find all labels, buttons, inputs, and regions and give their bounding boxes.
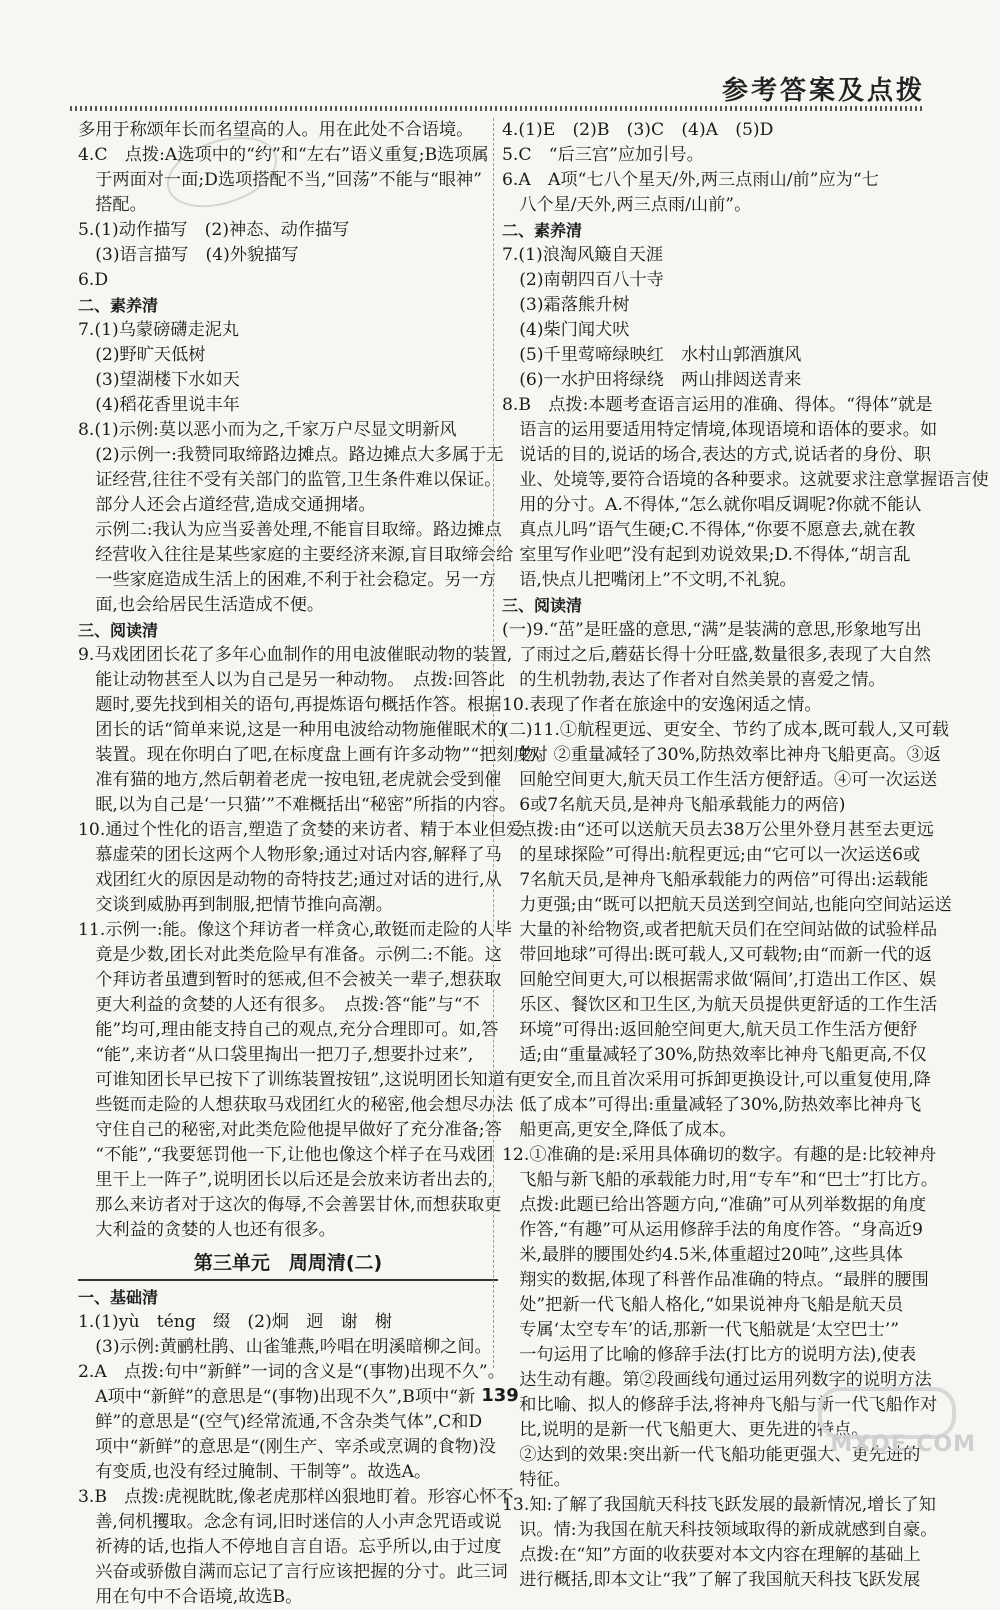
text-line: 9.马戏团团长花了多年心血制作的用电波催眠动物的装置, <box>78 645 513 665</box>
text-line: 大利益的贪婪的人也还有很多。 <box>78 1220 336 1240</box>
text-line: 3.B 点拨:虎视眈眈,像老虎那样凶狠地盯着。形容心怀不 <box>78 1487 514 1507</box>
text-line: 证经营,往往不受有关部门的监管,卫生条件难以保证。 <box>78 470 502 490</box>
text-line: 那么来访者对于这次的侮辱,不会善罢甘休,而想获取更 <box>78 1195 502 1215</box>
text-line: 眠,以为自己是‘一只猫’”不难概括出“秘密”所指的内容。 <box>78 795 517 815</box>
text-line: 能让动物甚至人以为自己是另一种动物。 点拨:回答此 <box>78 670 505 690</box>
header-rule <box>70 106 925 111</box>
text-line: 个拜访者虽遭到暂时的惩戒,但不会被关一辈子,想获取 <box>78 970 502 990</box>
text-line: 7.(1)乌蒙磅礴走泥丸 <box>78 320 240 340</box>
text-line: ②达到的效果:突出新一代飞船功能更强大、更先进的 <box>502 1445 921 1465</box>
watermark-logo <box>806 1387 976 1457</box>
text-line: (2)南朝四百八十寺 <box>502 270 664 290</box>
text-line: 祈祷的话,也指人不停地自言自语。忘乎所以,由于过度 <box>78 1537 502 1557</box>
text-line: “不能”,“我要惩罚他一下,让他也像这个样子在马戏团 <box>78 1145 494 1165</box>
text-line: (3)霜落熊升树 <box>502 295 630 315</box>
text-line: 乐区、餐饮区和卫生区,为航天员提供更舒适的工作生活 <box>502 995 938 1015</box>
text-line: 戏团红火的原因是动物的奇特技艺;通过对话的进行,从 <box>78 870 502 890</box>
text-line: 1.(1)yù téng 缀 (2)炯 迥 谢 榭 <box>78 1312 393 1332</box>
text-line: 竟是少数,团长对此类危险早有准备。示例二:不能。这 <box>78 945 502 965</box>
text-line: 慕虚荣的团长这两个人物形象;通过对话内容,解释了马 <box>78 845 502 865</box>
section-heading: 二、素养清 <box>78 296 159 315</box>
text-line: 船更高,更安全,降低了成本。 <box>502 1120 737 1140</box>
text-line: 环境”可得出:返回舱空间更大,航天员工作生活方便舒 <box>502 1020 918 1040</box>
header-title: 参考答案及点拨 <box>721 76 925 106</box>
text-line: 适;由“重量减轻了30%,防热效率比神舟飞船更高,不仅 <box>502 1045 927 1065</box>
section-heading: 三、阅读清 <box>502 596 583 615</box>
text-line: 飞船与新飞船的承载能力时,用“专车”和“巴士”打比方。 <box>502 1170 938 1190</box>
text-line: 兴奋或骄傲自满而忘记了言行应该把握的分寸。此三词 <box>78 1562 508 1582</box>
text-line: 了雨过之后,蘑菇长得十分旺盛,数量很多,表现了大自然 <box>502 645 931 665</box>
text-line: 示例二:我认为应当妥善处理,不能盲目取缔。路边摊点 <box>78 520 502 540</box>
text-line: 专属‘太空专车’的话,那新一代飞船就是‘太空巴士’” <box>502 1320 900 1340</box>
text-line: 点拨:在“知”方面的收获要对本文内容在理解的基础上 <box>502 1545 921 1565</box>
unit-heading: 第三单元 周周清(二) <box>78 1247 498 1281</box>
text-line: 守住自己的秘密,对此类危险他提早做好了充分准备;答 <box>78 1120 502 1140</box>
text-line: 点拨:此题已给出答题方向,“准确”可从列举数据的角度 <box>502 1195 927 1215</box>
text-line: A项中“新鲜”的意思是“(事物)出现不久”,B项中“新 <box>78 1387 476 1407</box>
text-line: (一)9.“茁”是旺盛的意思,“满”是装满的意思,形象地写出 <box>502 620 922 640</box>
text-line: 2.A 点拨:句中“新鲜”一词的含义是“(事物)出现不久”。 <box>78 1362 505 1382</box>
text-line: 有变质,也没有经过腌制、干制等”。故选A。 <box>78 1462 432 1482</box>
text-line: 语言的运用要适用特定情境,体现语境和语体的要求。如 <box>502 420 938 440</box>
text-line: 和比喻、拟人的修辞手法,将神舟飞船与新一代飞船作对 <box>502 1395 938 1415</box>
text-line: 大量的补给物资,或者把航天员们在空间站做的试验样品 <box>502 920 938 940</box>
text-line: 面,也会给居民生活造成不便。 <box>78 595 325 615</box>
text-line: 带回地球”可得出:既可载人,又可载物;由“而新一代的返 <box>502 945 932 965</box>
text-line: (5)千里莺啼绿映红 水村山郭酒旗风 <box>502 345 802 365</box>
text-line: 比,说明的是新一代飞船更大、更先进的特点。 <box>502 1420 869 1440</box>
text-line: (6)一水护田将绿绕 两山排闼送青来 <box>502 370 802 390</box>
text-line: 搭配。 <box>78 195 147 215</box>
text-line: 的星球探险”可得出:航程更远;由“它可以一次运送6或 <box>502 845 921 865</box>
text-line: 多用于称颂年长而名望高的人。用在此处不合语境。 <box>78 120 474 140</box>
text-line: 经营收入往往是某些家庭的主要经济来源,盲目取缔会给 <box>78 545 514 565</box>
text-line: 更大利益的贪婪的人还有很多。 点拨:答“能”与“不 <box>78 995 480 1015</box>
text-line: 低了成本”可得出:重量减轻了30%,防热效率比神舟飞 <box>502 1095 922 1115</box>
text-line: 装置。现在你明白了吧,在标度盘上画有许多动物”“把刻度对 <box>78 745 548 765</box>
text-line: 些铤而走险的人想获取马戏团红火的秘密,他会想尽办法 <box>78 1095 514 1115</box>
text-line: 鲜”的意思是“(空气)经常流通,不含杂类气体”,C和D <box>78 1412 483 1432</box>
text-line: 6或7名航天员,是神舟飞船承载能力的两倍) <box>502 795 846 815</box>
text-line: 的生机勃勃,表达了作者对自然美景的喜爱之情。 <box>502 670 886 690</box>
text-line: 八个星/天外,两三点雨/山前”。 <box>502 195 752 215</box>
text-line: 于两面对一面;D选项搭配不当,“回荡”不能与“眼神” <box>78 170 482 190</box>
text-line: 6.D <box>78 270 109 290</box>
text-line: 准有猫的地方,然后朝着老虎一按电钮,老虎就会受到催 <box>78 770 502 790</box>
text-line: (二)11.①航程更远、更安全、节约了成本,既可载人,又可载 <box>502 720 949 740</box>
text-line: (2)示例一:我赞同取缔路边摊点。路边摊点大多属于无 <box>78 445 504 465</box>
text-line: 5.C “后三宫”应加引号。 <box>502 145 704 165</box>
text-line: 作答,“有趣”可从运用修辞手法的角度作答。“身高近9 <box>502 1220 923 1240</box>
text-line: (3)语言描写 (4)外貌描写 <box>78 245 299 265</box>
text-line: (4)稻花香里说丰年 <box>78 395 240 415</box>
text-line: 一些家庭造成生活上的困难,不利于社会稳定。另一方 <box>78 570 496 590</box>
section-heading: 二、素养清 <box>502 221 583 240</box>
column-divider <box>493 118 494 1368</box>
text-line: 可谁知团长早已按下了训练装置按钮”,这说明团长知道有 <box>78 1070 522 1090</box>
text-line: 一句运用了比喻的修辞手法(打比方的说明方法),使表 <box>502 1345 917 1365</box>
page-number: 139 <box>481 1385 519 1406</box>
text-line: 回舱空间更大,航天员工作生活方便舒适。④可一次运送 <box>502 770 938 790</box>
text-line: 回舱空间更大,可以根据需求做‘隔间’,打造出工作区、娱 <box>502 970 937 990</box>
text-line: 进行概括,即本文让“我”了解了我国航天科技飞跃发展 <box>502 1570 921 1590</box>
text-line: 8.B 点拨:本题考查语言运用的准确、得体。“得体”就是 <box>502 395 933 415</box>
text-line: 交谈到威胁再到制服,把情节推向高潮。 <box>78 895 393 915</box>
text-line: 更安全,而且首次采用可拆卸更换设计,可以重复使用,降 <box>502 1070 931 1090</box>
text-line: 用在句中不合语境,故选B。 <box>78 1587 303 1607</box>
text-line: 处”把新一代飞船人格化,“如果说神舟飞船是航天员 <box>502 1295 904 1315</box>
text-line: 室里写作业吧”没有起到劝说效果;D.不得体,“胡言乱 <box>502 545 911 565</box>
text-line: 说话的目的,说话的场合,表达的方式,说话者的身份、职 <box>502 445 931 465</box>
text-line: 团长的话“简单来说,这是一种用电波给动物施催眠术的 <box>78 720 505 740</box>
text-line: 8.(1)示例:莫以恶小而为之,千家万户尽显文明新风 <box>78 420 457 440</box>
text-line: 4.(1)E (2)B (3)C (4)A (5)D <box>502 120 774 140</box>
text-line: 13.知:了解了我国航天科技飞跃发展的最新情况,增长了知 <box>502 1495 936 1515</box>
text-line: 业、处境等,要符合语境的各种要求。这就要求注意掌握语言使 <box>502 470 989 490</box>
text-line: 4.C 点拨:A选项中的“约”和“左右”语义重复;B选项属 <box>78 145 489 165</box>
text-line: 特征。 <box>502 1470 571 1490</box>
section-heading: 三、阅读清 <box>78 621 159 640</box>
text-line: 部分人还会占道经营,造成交通拥堵。 <box>78 495 376 515</box>
text-line: 能”均可,理由能支持自己的观点,充分合理即可。如,答 <box>78 1020 499 1040</box>
watermark-text: MXQE.COM <box>830 1432 976 1457</box>
text-line: 12.①准确的是:采用具体确切的数字。有趣的是:比较神舟 <box>502 1145 937 1165</box>
text-line: 5.(1)动作描写 (2)神态、动作描写 <box>78 220 350 240</box>
text-line: 6.A A项“七八个星天/外,两三点雨山/前”应为“七 <box>502 170 879 190</box>
text-line: 里干上一阵子”,说明团长以后还是会放来访者出去的, <box>78 1170 494 1190</box>
text-line: 10.通过个性化的语言,塑造了贪婪的来访者、精于本业但爱 <box>78 820 524 840</box>
text-line: 翔实的数据,体现了科普作品准确的特点。“最胖的腰围 <box>502 1270 929 1290</box>
text-line: 用的分寸。A.不得体,“怎么就你唱反调呢?你就不能认 <box>502 495 922 515</box>
text-line: 7.(1)浪淘风簸自天涯 <box>502 245 664 265</box>
text-line: 点拨:由“还可以送航天员去38万公里外登月甚至去更远 <box>502 820 934 840</box>
text-line: (2)野旷天低树 <box>78 345 206 365</box>
section-heading: 一、基础清 <box>78 1288 159 1307</box>
right-column <box>502 118 989 1593</box>
text-line: 11.示例一:能。像这个拜访者一样贪心,敢铤而走险的人毕 <box>78 920 512 940</box>
text-line: 10.表现了作者在旅途中的安逸闲适之情。 <box>502 695 822 715</box>
text-line: (3)示例:黄鹂杜鹃、山雀雏燕,吟唱在明溪暗柳之间。 <box>78 1337 492 1357</box>
page-header <box>70 70 925 110</box>
text-line: 真点儿吗”语气生硬;C.不得体,“你要不愿意去,就在教 <box>502 520 916 540</box>
text-line: 米,最胖的腰围处约4.5米,体重超过20吨”,这些具体 <box>502 1245 903 1265</box>
text-line: 达生动有趣。第②段画线句通过运用列数字的说明方法 <box>502 1370 932 1390</box>
text-line: 善,伺机攫取。念念有词,旧时迷信的人小声念咒语或说 <box>78 1512 502 1532</box>
text-line: 项中“新鲜”的意思是“(刚生产、宰杀或烹调的食物)没 <box>78 1437 496 1457</box>
text-line: “能”,来访者“从口袋里掏出一把刀子,想要扑过来”, <box>78 1045 474 1065</box>
text-line: 题时,要先找到相关的语句,再提炼语句概括作答。根据 <box>78 695 502 715</box>
text-line: 7名航天员,是神舟飞船承载能力的两倍”可得出:运载能 <box>502 870 929 890</box>
text-line: 物。②重量减轻了30%,防热效率比神舟飞船更高。③返 <box>502 745 941 765</box>
text-line: 语,快点儿把嘴闭上”不文明,不礼貌。 <box>502 570 797 590</box>
text-line: 力更强;由“既可以把航天员送到空间站,也能向空间站运送 <box>502 895 952 915</box>
text-line: 识。情:为我国在航天科技领域取得的新成就感到自豪。 <box>502 1520 938 1540</box>
text-line: (3)望湖楼下水如天 <box>78 370 240 390</box>
text-line: (4)柴门闻犬吠 <box>502 320 630 340</box>
